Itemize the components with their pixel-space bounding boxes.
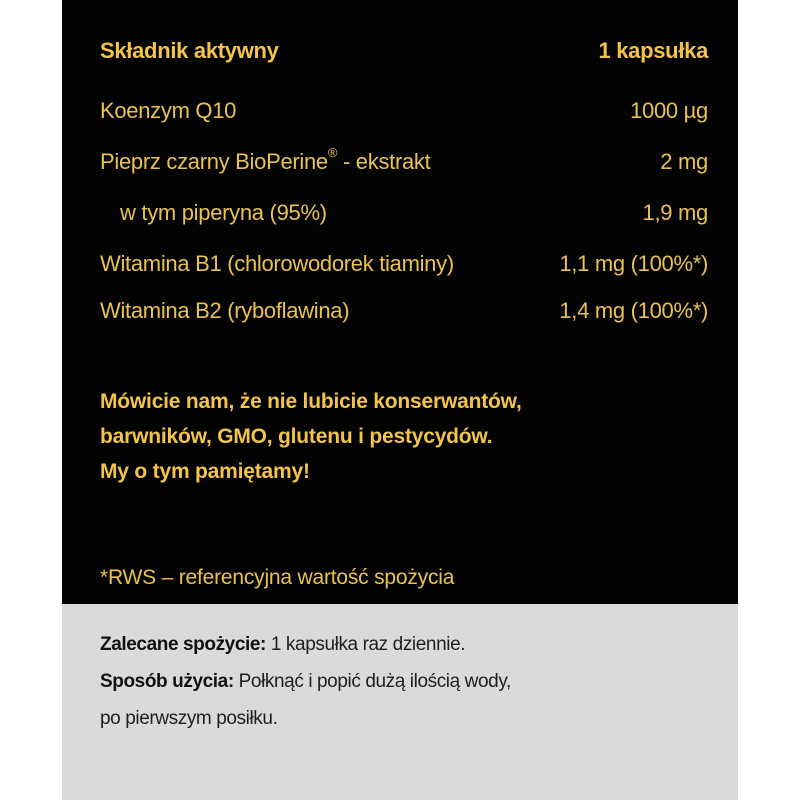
usage-method-continuation: po pierwszym posiłku.	[100, 708, 278, 729]
table-row	[100, 289, 708, 333]
motto-line: Mówicie nam, że nie lubicie konserwantów,	[100, 390, 522, 413]
ingredient-name-suffix: - ekstrakt	[337, 148, 431, 174]
ingredient-amount: 1,4 mg (100%*)	[559, 298, 708, 323]
usage-method-line	[100, 663, 511, 700]
header-amount: 1 kapsułka	[598, 38, 708, 63]
motto-line: My o tym pamiętamy!	[100, 460, 310, 483]
ingredient-amount: 1000 µg	[630, 97, 708, 123]
motto-text	[100, 384, 522, 489]
header-ingredient: Składnik aktywny	[100, 38, 279, 63]
ingredient-name-group	[100, 144, 431, 175]
table-row	[100, 136, 708, 187]
usage-panel	[62, 604, 738, 800]
usage-method-label: Sposób użycia:	[100, 671, 234, 692]
recommended-dose-label: Zalecane spożycie:	[100, 634, 266, 655]
rws-footnote: *RWS – referencyjna wartość spożycia	[100, 566, 455, 589]
recommended-dose-line	[100, 626, 511, 663]
table-row	[100, 238, 708, 289]
usage-method-text: Połknąć i popić dużą ilością wody,	[233, 671, 511, 692]
recommended-dose-text: 1 kapsułka raz dziennie.	[266, 634, 466, 655]
usage-instructions	[100, 626, 511, 737]
registered-trademark-mark: ®	[327, 144, 338, 160]
table-row	[100, 187, 708, 238]
ingredient-name: Witamina B1 (chlorowodorek tiaminy)	[100, 250, 454, 276]
ingredient-name: w tym piperyna (95%)	[120, 199, 327, 225]
ingredient-amount: 1,9 mg	[642, 199, 708, 225]
table-header-row	[100, 34, 708, 68]
ingredient-name: Pieprz czarny BioPerine	[100, 148, 328, 174]
composition-panel	[62, 0, 738, 604]
motto-line: barwników, GMO, glutenu i pestycydów.	[100, 425, 493, 448]
composition-table	[100, 34, 708, 333]
ingredient-amount: 2 mg	[660, 148, 708, 174]
table-row	[100, 85, 708, 136]
ingredient-amount: 1,1 mg (100%*)	[559, 250, 708, 276]
ingredient-name: Koenzym Q10	[100, 97, 237, 123]
ingredient-name: Witamina B2 (ryboflawina)	[100, 298, 350, 323]
